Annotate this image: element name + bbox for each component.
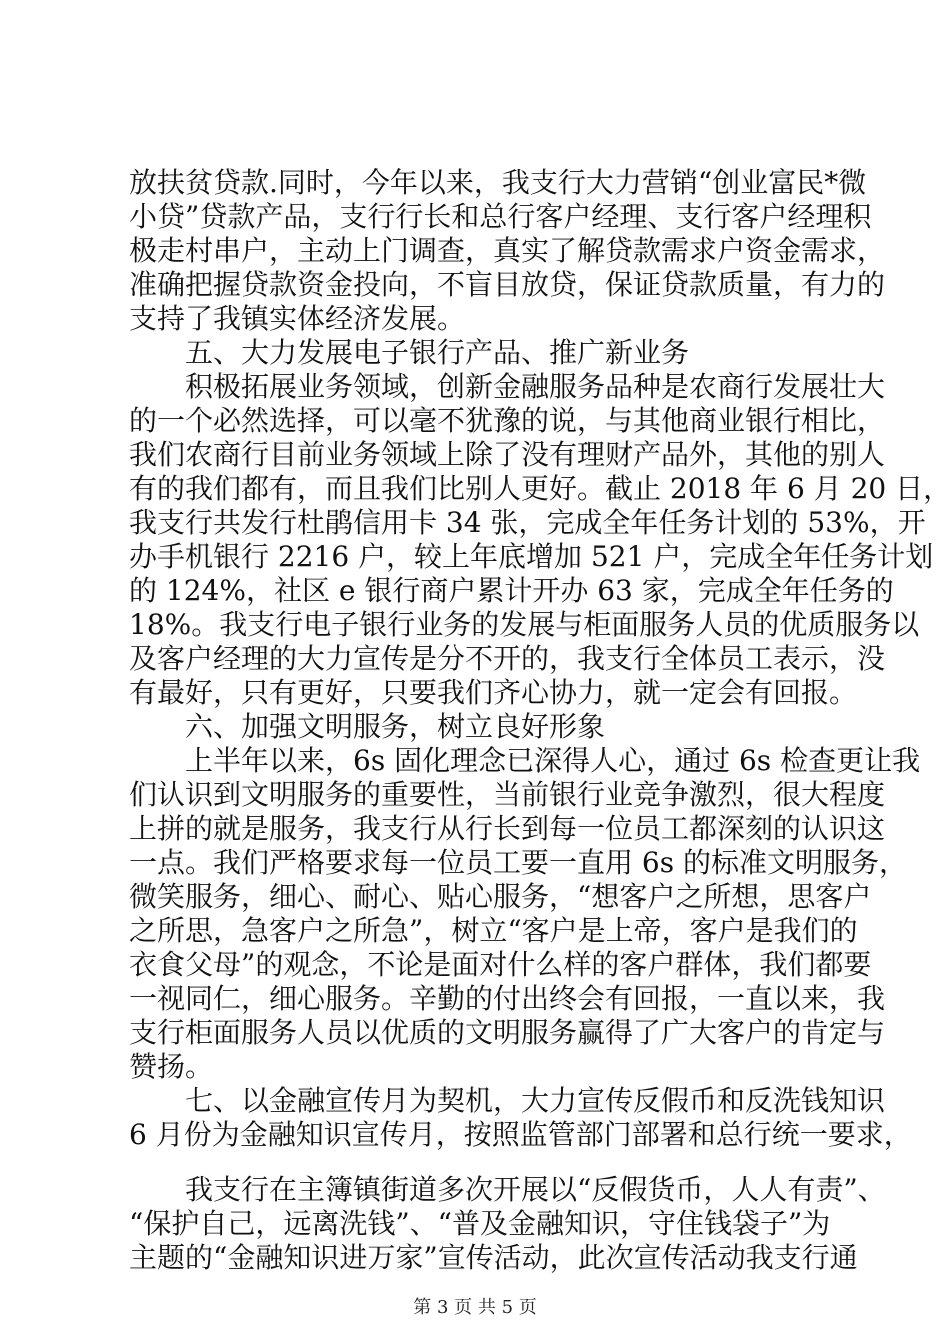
section-heading: 六、加强文明服务，树立良好形象 bbox=[185, 710, 606, 743]
body-text-line: 有的我们都有，而且我们比别人更好。截止 2018 年 6 月 20 日， bbox=[129, 472, 951, 505]
body-text-line: 办手机银行 2216 户，较上年底增加 521 户，完成全年任务计划 bbox=[129, 540, 934, 573]
body-text-line: 微笑服务，细心、耐心、贴心服务，“想客户之所想，思客户 bbox=[129, 880, 872, 913]
body-text-line: 我支行共发行杜鹃信用卡 34 张，完成全年任务计划的 53%，开 bbox=[129, 506, 926, 539]
body-text-line: 上拼的就是服务，我支行从行长到每一位员工都深刻的认识这 bbox=[129, 812, 886, 845]
section-heading: 七、以金融宣传月为契机，大力宣传反假币和反洗钱知识 bbox=[185, 1084, 886, 1117]
body-text-line: 衣食父母”的观念，不论是面对什么样的客户群体，我们都要 bbox=[129, 948, 872, 981]
body-text-line: 放扶贫贷款.同时，今年以来，我支行大力营销“创业富民*微 bbox=[129, 166, 867, 199]
body-text-line: 我们农商行目前业务领域上除了没有理财产品外，其他的别人 bbox=[129, 438, 886, 471]
body-text-line: 准确把握贷款资金投向，不盲目放贷，保证贷款质量，有力的 bbox=[129, 268, 886, 301]
body-text-line: 及客户经理的大力宣传是分不开的，我支行全体员工表示，没 bbox=[129, 642, 886, 675]
body-text-line: 积极拓展业务领域，创新金融服务品种是农商行发展壮大 bbox=[185, 370, 886, 403]
body-text-line: 支持了我镇实体经济发展。 bbox=[129, 302, 466, 335]
body-text-line: 极走村串户，主动上门调查，真实了解贷款需求户资金需求， bbox=[129, 234, 886, 267]
body-text-line: 的 124%，社区 e 银行商户累计开办 63 家，完成全年任务的 bbox=[129, 574, 894, 607]
body-text-line: 有最好，只有更好，只要我们齐心协力，就一定会有回报。 bbox=[129, 676, 858, 709]
body-text-line: 主题的“金融知识进万家”宣传活动，此次宣传活动我支行通 bbox=[129, 1241, 858, 1274]
body-text-line: 之所思，急客户之所急”，树立“客户是上帝，客户是我们的 bbox=[129, 914, 858, 947]
body-text-line: 一视同仁，细心服务。辛勤的付出终会有回报，一直以来，我 bbox=[129, 982, 886, 1015]
page-footer: 第 3 页 共 5 页 bbox=[413, 1297, 537, 1318]
body-text-line: 上半年以来，6s 固化理念已深得人心，通过 6s 检查更让我 bbox=[185, 744, 921, 777]
body-text-line: 18%。我支行电子银行业务的发展与柜面服务人员的优质服务以 bbox=[129, 608, 920, 641]
body-text-line: 小贷”贷款产品，支行行长和总行客户经理、支行客户经理积 bbox=[129, 200, 872, 233]
body-text-line: 我支行在主簿镇街道多次开展以“反假货币，人人有责”、 bbox=[185, 1173, 886, 1206]
body-text-line: 支行柜面服务人员以优质的文明服务赢得了广大客户的肯定与 bbox=[129, 1016, 886, 1049]
body-text-line: 的一个必然选择，可以毫不犹豫的说，与其他商业银行相比， bbox=[129, 404, 886, 437]
body-text-line: 6 月份为金融知识宣传月，按照监管部门部署和总行统一要求， bbox=[129, 1118, 912, 1151]
body-text-line: 一点。我们严格要求每一位员工要一直用 6s 的标准文明服务， bbox=[129, 846, 907, 879]
body-text-line: “保护自己，远离洗钱”、“普及金融知识，守住钱袋子”为 bbox=[129, 1207, 831, 1240]
body-text-line: 们认识到文明服务的重要性，当前银行业竞争激烈，很大程度 bbox=[129, 778, 886, 811]
section-heading: 五、大力发展电子银行产品、推广新业务 bbox=[185, 336, 690, 369]
body-text-line: 赞扬。 bbox=[129, 1050, 214, 1083]
